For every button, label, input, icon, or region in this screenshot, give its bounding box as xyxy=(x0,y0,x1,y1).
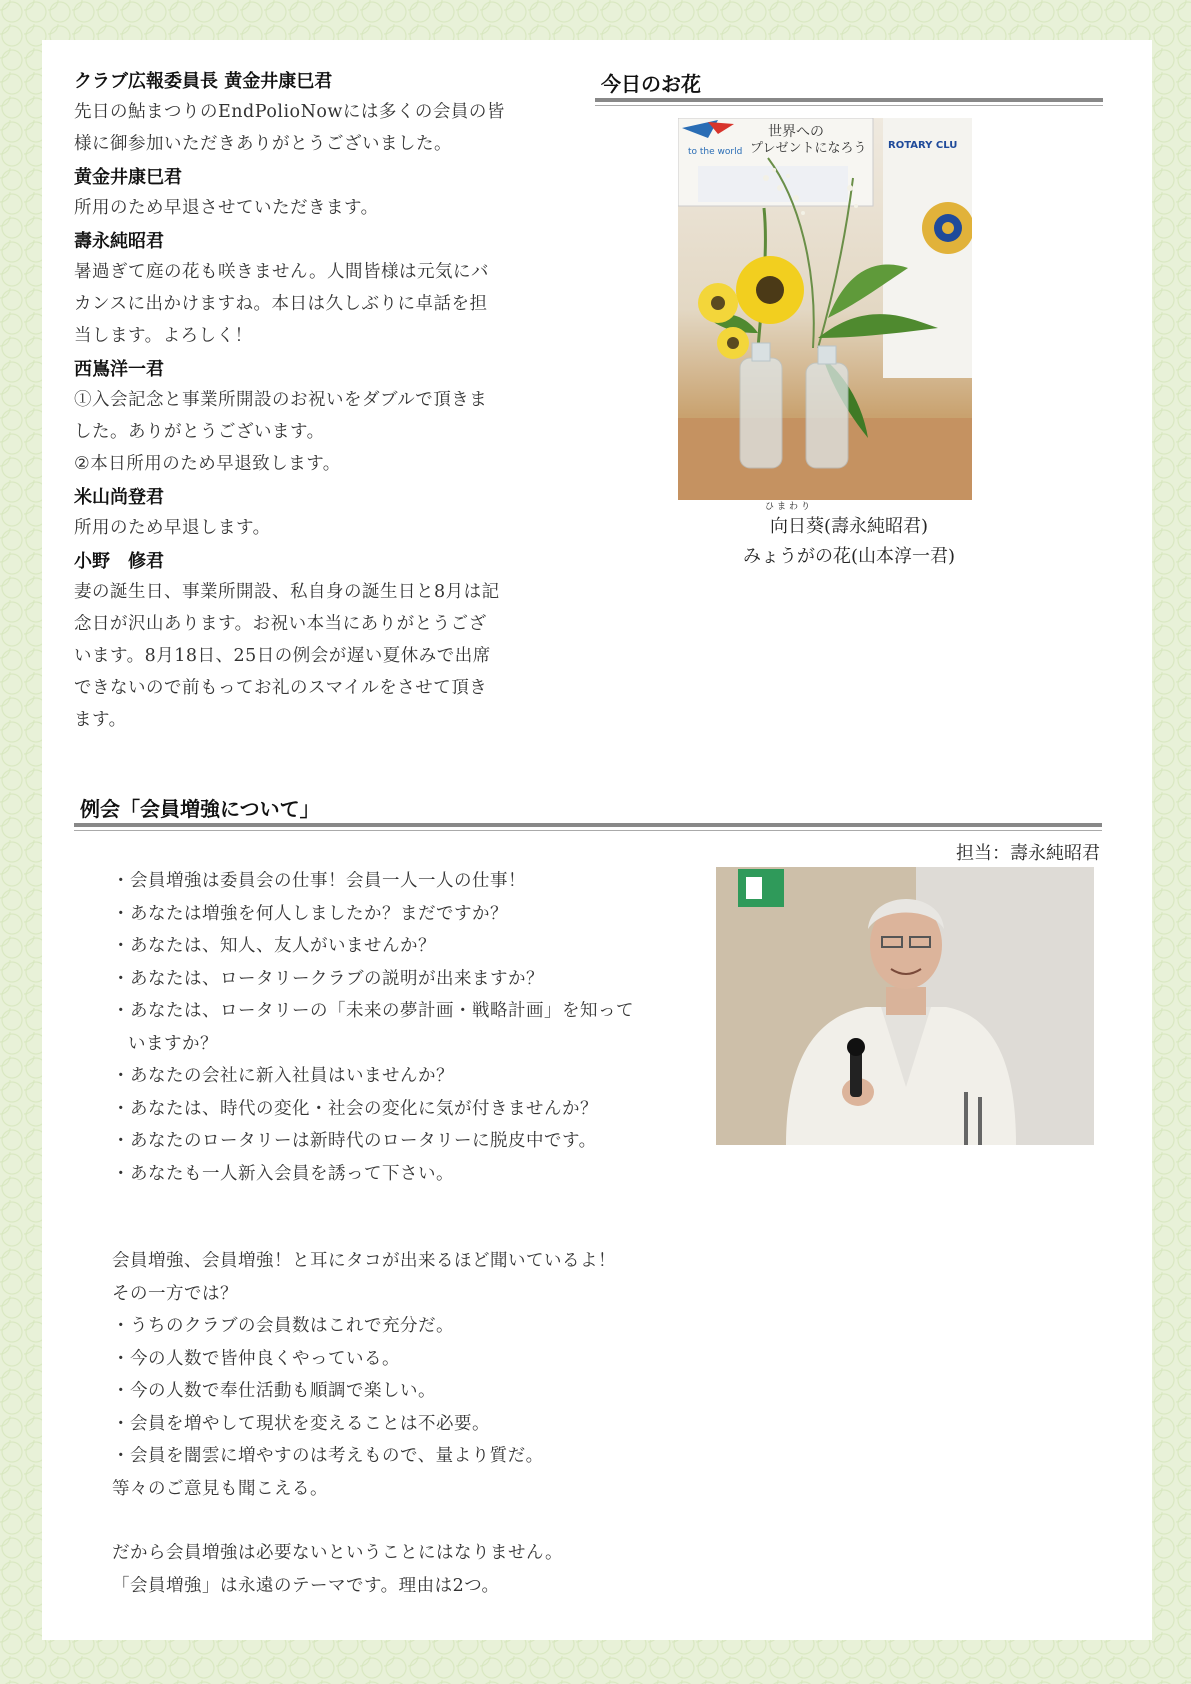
paragraph-line: 会員増強、会員増強！と耳にタコが出来るほど聞いているよ！ xyxy=(112,1251,616,1271)
paragraph-line: その一方では？ xyxy=(112,1283,238,1304)
member-name: 西嶌洋一君 xyxy=(74,359,164,380)
paragraph-line: ・会員を増やして現状を変えることは不必要。 xyxy=(112,1413,490,1434)
member-name: クラブ広報委員長 黄金井康巳君 xyxy=(74,71,333,92)
speaker-byline: 担当：壽永純昭君 xyxy=(956,843,1100,864)
member-message: 妻の誕生日、事業所開設、私自身の誕生日と8月は記 念日が沢山あります。お祝い本当にありがとうござ います。8月18日、25日の例会が遅い夏休みで出席 できないので前もってお礼のスマイルをさせて頂き ます。 xyxy=(74,582,500,730)
list-item: ・あなたは、ロータリークラブの説明が出来ますか？ xyxy=(112,968,544,989)
banner-small-text: to the world xyxy=(688,147,743,157)
list-item: ・あなたも一人新入会員を誘って下さい。 xyxy=(112,1163,454,1184)
flower-section xyxy=(595,70,1103,567)
paragraph-line: ・今の人数で奉仕活動も順調で楽しい。 xyxy=(112,1381,436,1401)
paragraph-gap xyxy=(112,1505,732,1537)
message-entry xyxy=(74,164,594,224)
paragraph-objections xyxy=(112,1245,732,1602)
smile-messages xyxy=(74,68,594,740)
paragraph-line: ・今の人数で皆仲良くやっている。 xyxy=(112,1348,400,1369)
speaker-photo xyxy=(716,867,1094,1145)
flower-photo xyxy=(678,118,972,500)
caption-line-1: 向日葵(壽永純昭君) xyxy=(769,516,929,537)
member-message: 所用のため早退させていただきます。 xyxy=(74,198,379,218)
member-name: 壽永純昭君 xyxy=(74,231,164,252)
page-sheet xyxy=(42,40,1152,1640)
list-item: ・あなたは、時代の変化・社会の変化に気が付きませんか？ xyxy=(112,1098,598,1119)
message-entry xyxy=(74,484,594,544)
heading-rule xyxy=(74,823,1102,827)
member-message: 所用のため早退します。 xyxy=(74,518,271,538)
member-name: 米山尚登君 xyxy=(74,487,164,508)
message-entry xyxy=(74,356,594,480)
caption-line-2: みょうがの花(山本淳一君) xyxy=(742,546,956,567)
paragraph-line: 等々のご意見も聞こえる。 xyxy=(112,1478,328,1499)
paragraph-line: ・うちのクラブの会員数はこれで充分だ。 xyxy=(112,1316,454,1336)
member-name: 小野 修君 xyxy=(74,551,164,572)
member-message: 暑過ぎて庭の花も咲きません。人間皆様は元気にバ カンスに出かけますね。本日は久しぶりに卓話を担 当します。よろしく！ xyxy=(74,262,490,346)
member-message: ①入会記念と事業所開設のお祝いをダブルで頂きま した。ありがとうございます。 ②本日所用のため早退致します。 xyxy=(74,390,488,474)
paragraph-line: だから会員増強は必要ないということにはなりません。 xyxy=(112,1543,564,1563)
list-item: ・あなたは、知人、友人がいませんか？ xyxy=(112,936,436,956)
list-item: ・あなたは、ロータリーの「未来の夢計画・戦略計画」を知って xyxy=(112,1001,634,1021)
message-entry xyxy=(74,228,594,352)
list-item: ・あなたの会社に新入社員はいませんか？ xyxy=(112,1066,454,1086)
member-message: 先日の鮎まつりのEndPolioNowには多くの会員の皆 様に御参加いただきありがとうございました。 xyxy=(74,102,505,154)
member-name: 黄金井康巳君 xyxy=(74,167,182,188)
flower-ruby: ひまわり xyxy=(764,502,813,512)
heading-rule xyxy=(595,98,1103,102)
list-item-continuation: いますか？ xyxy=(128,1033,218,1054)
heading-rule-thin xyxy=(74,830,1102,831)
message-entry xyxy=(74,68,594,160)
banner-line-1: 世界への xyxy=(768,124,824,140)
rotary-text: ROTARY CLU xyxy=(888,140,958,151)
list-item: ・あなたは増強を何人しましたか？まだですか？ xyxy=(112,903,508,924)
heading-rule-thin xyxy=(595,105,1103,106)
banner-line-2: プレゼントになろう xyxy=(750,141,867,156)
bullet-list xyxy=(112,865,702,1190)
flower-caption xyxy=(595,502,1103,572)
meeting-section xyxy=(74,795,1102,1596)
list-item: ・あなたのロータリーは新時代のロータリーに脱皮中です。 xyxy=(112,1131,597,1151)
message-entry xyxy=(74,548,594,736)
paragraph-line: ・会員を闇雲に増やすのは考えもので、量より質だ。 xyxy=(112,1446,544,1466)
list-item: ・会員増強は委員会の仕事！会員一人一人の仕事！ xyxy=(112,871,526,891)
meeting-heading: 例会「会員増強について」 xyxy=(80,797,320,821)
paragraph-line: 「会員増強」は永遠のテーマです。理由は2つ。 xyxy=(112,1575,500,1596)
flower-heading: 今日のお花 xyxy=(601,72,701,96)
